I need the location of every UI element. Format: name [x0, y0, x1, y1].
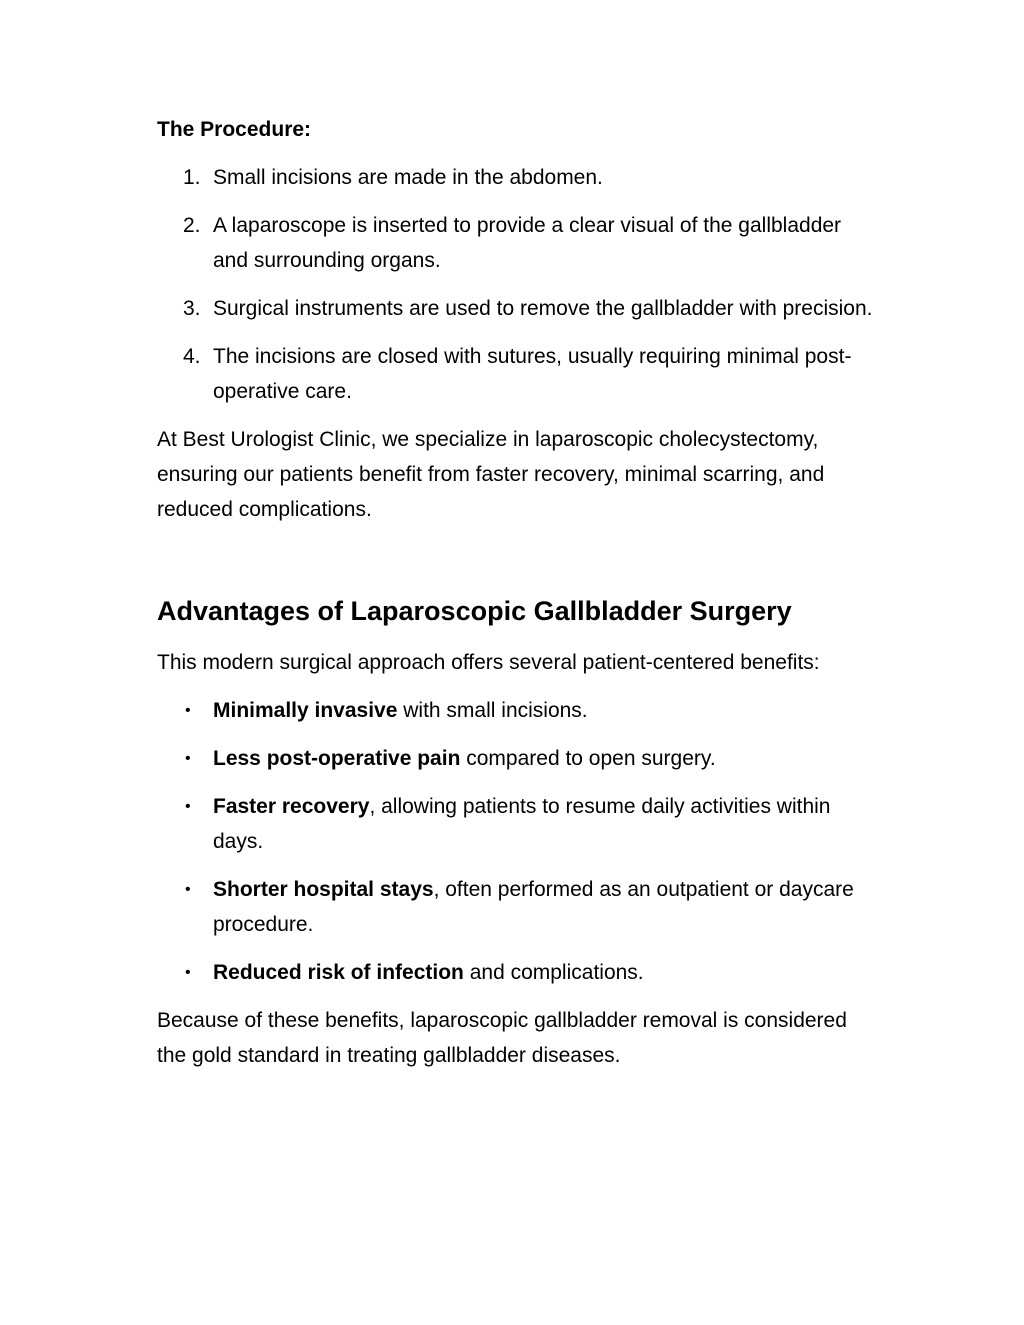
list-item [157, 741, 877, 776]
step-text: Surgical instruments are used to remove the gallbladder with precision. [213, 297, 873, 320]
step-number: 2. [183, 214, 201, 237]
benefit-title: Shorter hospital stays [213, 878, 434, 901]
step-text: The incisions are closed with sutures, usually requiring minimal post-operative care. [213, 345, 852, 403]
step-text: A laparoscope is inserted to provide a clear visual of the gallbladder and surrounding organs. [213, 214, 842, 272]
procedure-label: The Procedure: [157, 118, 312, 141]
list-item [157, 955, 877, 990]
bullet-icon: • [185, 798, 191, 815]
benefit-title: Faster recovery [213, 795, 370, 818]
clinic-paragraph: At Best Urologist Clinic, we specialize in laparoscopic cholecystectomy, ensuring our patients benefit from faster recovery, minimal scarring, and reduced complications. [157, 428, 825, 521]
step-number: 3. [183, 297, 201, 320]
procedure-steps-list [157, 160, 877, 409]
document-page [157, 112, 877, 1073]
benefit-text: , often performed as an outpatient or daycare procedure. [213, 878, 854, 936]
bullet-icon: • [185, 964, 191, 981]
benefit-text: compared to open surgery. [460, 747, 716, 770]
benefit-text: with small incisions. [397, 699, 588, 722]
bullet-icon: • [185, 750, 191, 767]
list-item [157, 160, 877, 195]
advantages-heading: Advantages of Laparoscopic Gallbladder Surgery [157, 596, 792, 626]
list-item [157, 872, 877, 942]
list-item [157, 291, 877, 326]
list-item [157, 693, 877, 728]
bullet-icon: • [185, 881, 191, 898]
benefit-title: Reduced risk of infection [213, 961, 464, 984]
step-number: 4. [183, 345, 201, 368]
benefit-text: , allowing patients to resume daily activities within days. [213, 795, 831, 853]
step-number: 1. [183, 166, 201, 189]
benefits-list [157, 693, 877, 990]
benefit-title: Minimally invasive [213, 699, 398, 722]
list-item [157, 789, 877, 859]
step-text: Small incisions are made in the abdomen. [213, 166, 603, 189]
closing-paragraph: Because of these benefits, laparoscopic gallbladder removal is considered the gold standard in treating gallbladder diseases. [157, 1009, 847, 1067]
benefit-text: and complications. [463, 961, 644, 984]
list-item [157, 339, 877, 409]
benefit-title: Less post-operative pain [213, 747, 461, 770]
list-item [157, 208, 877, 278]
bullet-icon: • [185, 702, 191, 719]
advantages-intro: This modern surgical approach offers several patient-centered benefits: [157, 651, 820, 674]
